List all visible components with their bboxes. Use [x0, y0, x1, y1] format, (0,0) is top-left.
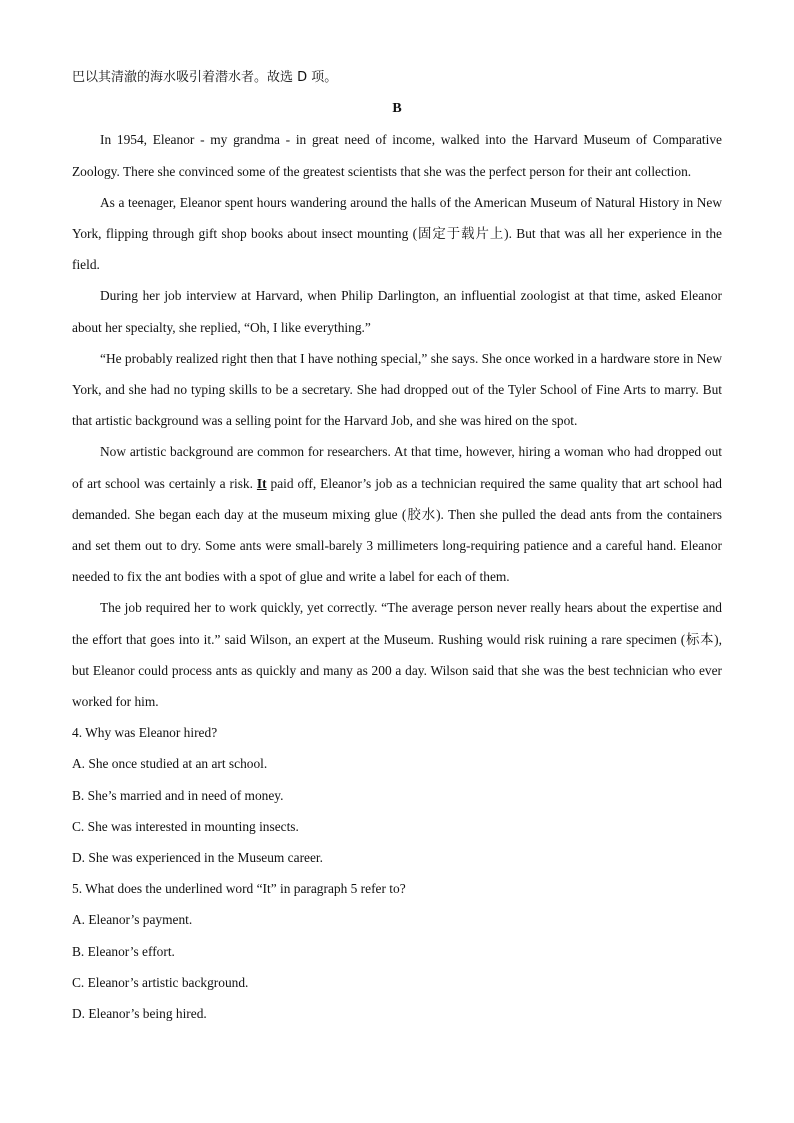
- question-5: [72, 873, 722, 1029]
- option-a: A. Eleanor’s payment.: [72, 912, 193, 928]
- section-label: B: [392, 101, 402, 117]
- option-d: D. She was experienced in the Museum career.: [72, 850, 323, 866]
- document-page: [72, 62, 722, 1029]
- paragraph-4: “He probably realized right then that I have nothing special,” she says. She once worked in a hardware store in New York, and she had no typing skills to be a secretary. She had dropped out of the Tyler School of Fine Arts to marry. But that artistic background was a selling point for the Harvard Job, and she was hired on the spot.: [72, 350, 722, 429]
- paragraph-6: The job required her to work quickly, yet correctly. “The average person never really hears about the expertise and the effort that goes into it.” said Wilson, an expert at the Museum. Rushing would risk ruining a rare specimen (标本), but Eleanor could process ants as quickly and many as 200 a day. Wilson said that she was the best technician who ever worked for him.: [72, 600, 722, 710]
- question-stem: 4. Why was Eleanor hired?: [72, 725, 218, 741]
- paragraph-2: As a teenager, Eleanor spent hours wandering around the halls of the American Museum of Natural History in New York, flipping through gift shop books about insect mounting (固定于载片上). But that was all her experience in the field.: [72, 194, 722, 273]
- paragraph-5: [72, 436, 722, 592]
- option-b: B. Eleanor’s effort.: [72, 943, 175, 959]
- option-d: D. Eleanor’s being hired.: [72, 1006, 207, 1022]
- question-stem: 5. What does the underlined word “It” in paragraph 5 refer to?: [72, 881, 406, 897]
- question-4: [72, 717, 722, 873]
- paragraph-5-after: paid off, Eleanor’s job as a technician required the same quality that art school had demanded. She began each day at the museum mixing glue (胶水). Then she pulled the dead ants from the containers and set them out to dry. Some ants were small-barely 3 millimeters long-requiring patience and a careful hand. Eleanor needed to fix the ant bodies with a spot of glue and write a label for each of them.: [72, 475, 722, 585]
- option-c: C. She was interested in mounting insects.: [72, 818, 299, 834]
- option-b: B. She’s married and in need of money.: [72, 787, 284, 803]
- paragraph-1: In 1954, Eleanor - my grandma - in great need of income, walked into the Harvard Museum of Comparative Zoology. There she convinced some of the greatest scientists that she was the perfect person for their ant collection.: [72, 132, 722, 179]
- underlined-word-it: It: [256, 475, 267, 491]
- paragraph-5-before: Now artistic background are common for researchers. At that time, however, hiring a woman who had dropped out of art school was certainly a risk.: [72, 444, 722, 491]
- option-c: C. Eleanor’s artistic background.: [72, 974, 249, 990]
- option-a: A. She once studied at an art school.: [72, 756, 268, 772]
- intro-line: 巴以其清澈的海水吸引着潜水者。故选 D 项。: [72, 70, 338, 85]
- paragraph-3: During her job interview at Harvard, when Philip Darlington, an influential zoologist at that time, asked Eleanor about her specialty, she replied, “Oh, I like everything.”: [72, 288, 722, 335]
